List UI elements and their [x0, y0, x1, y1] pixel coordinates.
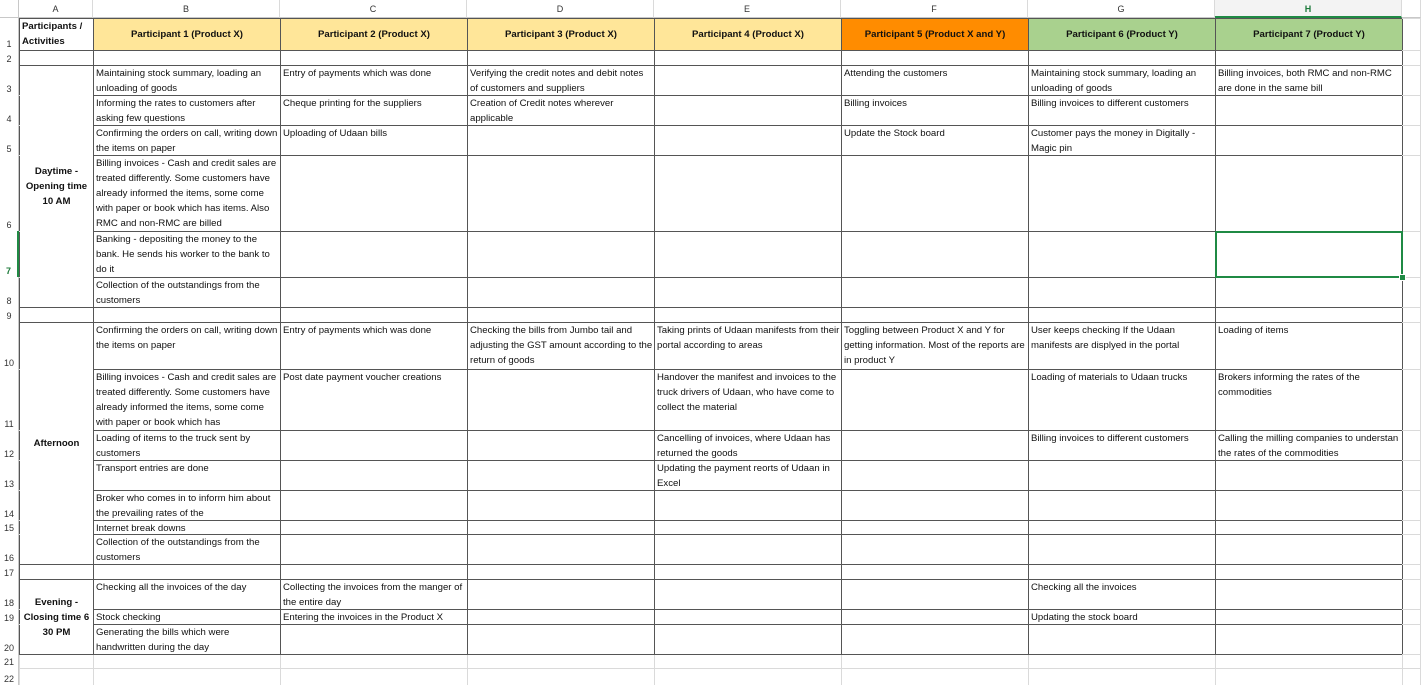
- cell-g11[interactable]: Loading of materials to Udaan trucks: [1029, 370, 1215, 430]
- column-header-c[interactable]: C: [280, 0, 467, 18]
- row-header-8[interactable]: 8: [0, 277, 19, 307]
- fill-handle[interactable]: [1399, 274, 1406, 281]
- column-header-a[interactable]: A: [19, 0, 93, 18]
- cell-g4[interactable]: Billing invoices to different customers: [1029, 96, 1215, 125]
- cell-b6[interactable]: Billing invoices - Cash and credit sales are treated differently. Some customers have already informed the items, some come with paper or book which has items. Also RMC and non-RMC are billed: [94, 156, 280, 231]
- participant-header-3[interactable]: Participant 3 (Product X): [468, 19, 654, 50]
- section-label-evening[interactable]: Evening - Closing time 6 30 PM: [20, 580, 93, 654]
- cell-b7[interactable]: Banking - depositing the money to the bank. He sends his worker to the bank to do it: [94, 232, 280, 277]
- row-header-22[interactable]: 22: [0, 668, 19, 685]
- cell-b15[interactable]: Internet break downs: [94, 521, 280, 534]
- cell-f3[interactable]: Attending the customers: [842, 66, 1028, 95]
- cell-f5[interactable]: Update the Stock board: [842, 126, 1028, 155]
- cell-b8[interactable]: Collection of the outstandings from the customers: [94, 278, 280, 307]
- row-header-3[interactable]: 3: [0, 65, 19, 95]
- row-header-21[interactable]: 21: [0, 654, 19, 668]
- row-header-5[interactable]: 5: [0, 125, 19, 155]
- cell-c5[interactable]: Uploading of Udaan bills: [281, 126, 467, 155]
- row-header-6[interactable]: 6: [0, 155, 19, 231]
- cell-b19[interactable]: Stock checking: [94, 610, 280, 624]
- row-header-11[interactable]: 11: [0, 369, 19, 430]
- selected-cell-outline: [1215, 231, 1403, 278]
- cell-c4[interactable]: Cheque printing for the suppliers: [281, 96, 467, 125]
- row-header-12[interactable]: 12: [0, 430, 19, 460]
- cell-c11[interactable]: Post date payment voucher creations: [281, 370, 467, 430]
- cell-b12[interactable]: Loading of items to the truck sent by customers: [94, 431, 280, 460]
- row-header-2[interactable]: 2: [0, 50, 19, 65]
- cell-d4[interactable]: Creation of Credit notes wherever applicable: [468, 96, 654, 125]
- section-label-day[interactable]: Daytime - Opening time 10 AM: [20, 66, 93, 307]
- section-label-afternoon[interactable]: Afternoon: [20, 323, 93, 564]
- cell-c19[interactable]: Entering the invoices in the Product X: [281, 610, 467, 624]
- cell-b3[interactable]: Maintaining stock summary, loading an unloading of goods: [94, 66, 280, 95]
- cell-b11[interactable]: Billing invoices - Cash and credit sales are treated differently. Some customers have already informed the items, some come with paper or book which has: [94, 370, 280, 430]
- cell-b10[interactable]: Confirming the orders on call, writing down the items on paper: [94, 323, 280, 369]
- column-header-f[interactable]: F: [841, 0, 1028, 18]
- row-header-9[interactable]: 9: [0, 307, 19, 322]
- cell-e11[interactable]: Handover the manifest and invoices to the truck drivers of Udaan, who have come to collect the material: [655, 370, 841, 430]
- cell-b20[interactable]: Generating the bills which were handwritten during the day: [94, 625, 280, 654]
- row-header-1[interactable]: 1: [0, 18, 19, 50]
- participant-header-7[interactable]: Participant 7 (Product Y): [1216, 19, 1402, 50]
- cell-d3[interactable]: Verifying the credit notes and debit notes of customers and suppliers: [468, 66, 654, 95]
- cell-h12[interactable]: Calling the milling companies to understan the rates of the commodities: [1216, 431, 1402, 460]
- cell-c3[interactable]: Entry of payments which was done: [281, 66, 467, 95]
- cell-b18[interactable]: Checking all the invoices of the day: [94, 580, 280, 609]
- cell-b13[interactable]: Transport entries are done: [94, 461, 280, 490]
- cell-g3[interactable]: Maintaining stock summary, loading an unloading of goods: [1029, 66, 1215, 95]
- cell-c10[interactable]: Entry of payments which was done: [281, 323, 467, 369]
- cell-f4[interactable]: Billing invoices: [842, 96, 1028, 125]
- cell-g10[interactable]: User keeps checking If the Udaan manifests are displyed in the portal: [1029, 323, 1215, 369]
- cell-b5[interactable]: Confirming the orders on call, writing down the items on paper: [94, 126, 280, 155]
- participant-header-2[interactable]: Participant 2 (Product X): [281, 19, 467, 50]
- column-header-empty: [1402, 0, 1421, 18]
- row-header-4[interactable]: 4: [0, 95, 19, 125]
- cell-h11[interactable]: Brokers informing the rates of the commodities: [1216, 370, 1402, 430]
- cell-b14[interactable]: Broker who comes in to inform him about the prevailing rates of the: [94, 491, 280, 520]
- cell-g5[interactable]: Customer pays the money in Digitally - Magic pin: [1029, 126, 1215, 155]
- cell-h10[interactable]: Loading of items: [1216, 323, 1402, 369]
- cell-g18[interactable]: Checking all the invoices: [1029, 580, 1215, 609]
- row-header-15[interactable]: 15: [0, 520, 19, 534]
- cell-d10[interactable]: Checking the bills from Jumbo tail and adjusting the GST amount according to the return of goods: [468, 323, 654, 369]
- column-header-g[interactable]: G: [1028, 0, 1215, 18]
- row-header-13[interactable]: 13: [0, 460, 19, 490]
- cell-g19[interactable]: Updating the stock board: [1029, 610, 1215, 624]
- cell-b16[interactable]: Collection of the outstandings from the customers: [94, 535, 280, 564]
- row-header-7[interactable]: 7: [0, 231, 19, 277]
- row-header-16[interactable]: 16: [0, 534, 19, 564]
- cell-h3[interactable]: Billing invoices, both RMC and non-RMC are done in the same bill: [1216, 66, 1402, 95]
- row-header-20[interactable]: 20: [0, 624, 19, 654]
- column-header-h[interactable]: H: [1215, 0, 1402, 18]
- participant-header-1[interactable]: Participant 1 (Product X): [94, 19, 280, 50]
- column-header-d[interactable]: D: [467, 0, 654, 18]
- cell-c18[interactable]: Collecting the invoices from the manger of the entire day: [281, 580, 467, 609]
- row-header-10[interactable]: 10: [0, 322, 19, 369]
- participant-header-5[interactable]: Participant 5 (Product X and Y): [842, 19, 1028, 50]
- select-all-corner[interactable]: [0, 0, 19, 18]
- cell-g12[interactable]: Billing invoices to different customers: [1029, 431, 1215, 460]
- participant-header-4[interactable]: Participant 4 (Product X): [655, 19, 841, 50]
- cell-e10[interactable]: Taking prints of Udaan manifests from their portal according to areas: [655, 323, 841, 369]
- participant-header-6[interactable]: Participant 6 (Product Y): [1029, 19, 1215, 50]
- cell-a1[interactable]: Participants / Activities: [22, 21, 83, 47]
- column-header-e[interactable]: E: [654, 0, 841, 18]
- row-header-19[interactable]: 19: [0, 609, 19, 624]
- column-header-b[interactable]: B: [93, 0, 280, 18]
- cell-f10[interactable]: Toggling between Product X and Y for getting information. Most of the reports are in product Y: [842, 323, 1028, 369]
- row-header-14[interactable]: 14: [0, 490, 19, 520]
- row-header-17[interactable]: 17: [0, 564, 19, 579]
- cell-e12[interactable]: Cancelling of invoices, where Udaan has returned the goods: [655, 431, 841, 460]
- row-header-18[interactable]: 18: [0, 579, 19, 609]
- cell-e13[interactable]: Updating the payment reorts of Udaan in Excel: [655, 461, 841, 490]
- cell-b4[interactable]: Informing the rates to customers after asking few questions: [94, 96, 280, 125]
